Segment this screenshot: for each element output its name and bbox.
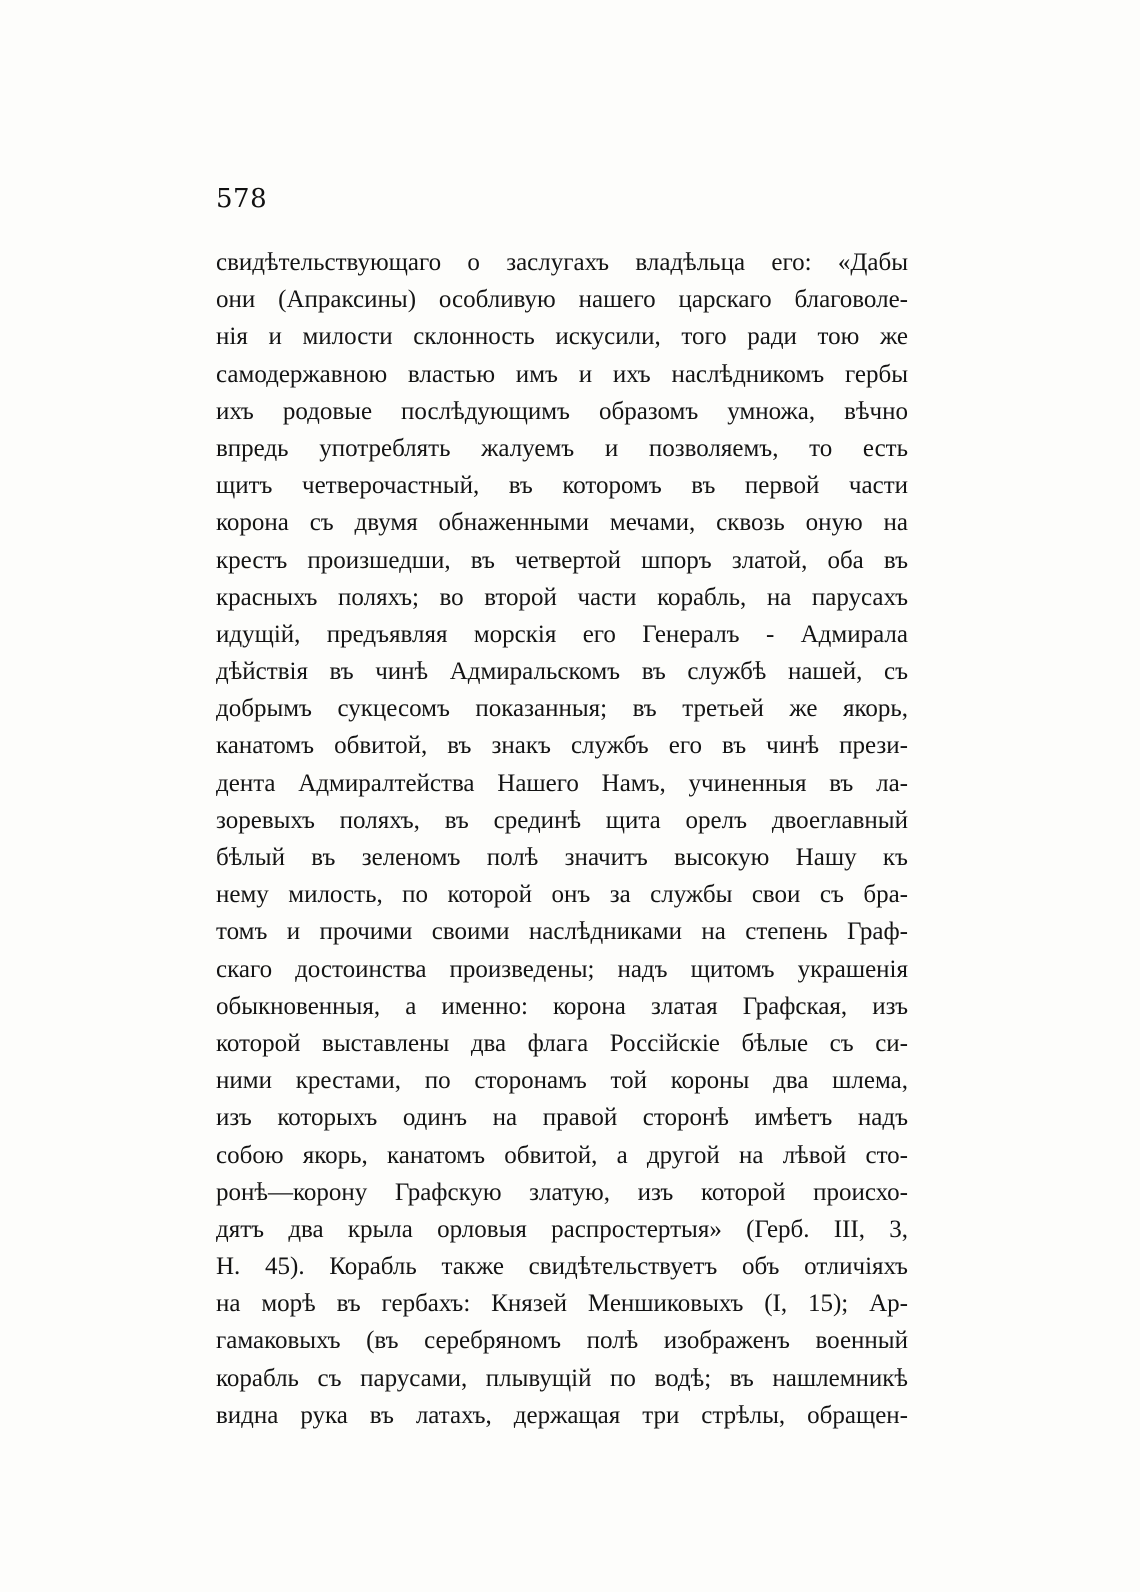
text-line: щитъ четверочастный, въ которомъ въ первой части <box>216 472 908 500</box>
text-line: на морѣ въ гербахъ: Князей Меншиковыхъ (I, 15); Ар- <box>216 1290 908 1318</box>
text-line: свидѣтельствующаго о заслугахъ владѣльца его: «Дабы <box>216 249 908 276</box>
text-line: корона съ двумя обнаженными мечами, сквозь оную на <box>216 509 908 537</box>
body-text <box>216 244 908 1434</box>
text-line: канатомъ обвитой, въ знакъ службъ его въ чинѣ прези- <box>216 732 908 760</box>
text-line: крестъ произшедши, въ четвертой шпоръ златой, оба въ <box>216 546 908 574</box>
text-line: бѣлый въ зеленомъ полѣ значитъ высокую Нашу къ <box>216 844 908 871</box>
text-line: дента Адмиралтейства Нашего Намъ, учиненныя въ ла- <box>216 769 908 797</box>
text-line: дѣйствія въ чинѣ Адмиральскомъ въ службѣ нашей, съ <box>216 658 908 686</box>
text-line: нему милость, по которой онъ за службы свои съ бра- <box>216 881 908 909</box>
text-line: томъ и прочими своими наслѣдниками на степень Граф- <box>216 918 908 946</box>
text-line: дятъ два крыла орловыя распростертыя» (Герб. III, 3, <box>216 1215 908 1243</box>
text-line: идущій, предъявляя морскія его Генералъ - Адмирала <box>216 620 908 648</box>
text-line: ронѣ—корону Графскую златую, изъ которой происхо- <box>216 1178 908 1206</box>
text-line: самодержавною властью имъ и ихъ наслѣдникомъ гербы <box>216 360 908 388</box>
text-line: зоревыхъ поляхъ, въ срединѣ щита орелъ двоеглавный <box>216 806 908 834</box>
text-line: ними крестами, по сторонамъ той короны два шлема, <box>216 1067 908 1095</box>
text-line: красныхъ поляхъ; во второй части корабль, на парусахъ <box>216 583 908 611</box>
page-number: 578 <box>216 184 268 214</box>
text-line: впредь употреблять жалуемъ и позволяемъ, то есть <box>216 434 908 462</box>
text-line: они (Апраксины) особливую нашего царскаго благоволе- <box>216 286 908 314</box>
text-line: обыкновенныя, а именно: корона златая Графская, изъ <box>216 992 908 1020</box>
text-line: ихъ родовые послѣдующимъ образомъ умножа, вѣчно <box>216 397 908 425</box>
text-line: нія и милости склонность искусили, того ради тою же <box>216 323 908 351</box>
text-line: которой выставлены два флага Россійскіе бѣлые съ си- <box>216 1029 908 1057</box>
text-line: собою якорь, канатомъ обвитой, а другой на лѣвой сто- <box>216 1141 908 1169</box>
text-line: Н. 45). Корабль также свидѣтельствуетъ объ отличіяхъ <box>216 1253 908 1281</box>
text-line: скаго достоинства произведены; надъ щитомъ украшенія <box>216 955 908 983</box>
text-line: изъ которыхъ одинъ на правой сторонѣ имѣетъ надъ <box>216 1104 908 1132</box>
text-line: корабль съ парусами, плывущій по водѣ; въ нашлемникѣ <box>216 1364 908 1392</box>
text-line: гамаковыхъ (въ серебряномъ полѣ изображенъ военный <box>216 1327 908 1355</box>
text-line: добрымъ сукцесомъ показанныя; въ третьей же якорь, <box>216 695 908 723</box>
text-line: видна рука въ латахъ, держащая три стрѣлы, обращен- <box>216 1401 908 1429</box>
